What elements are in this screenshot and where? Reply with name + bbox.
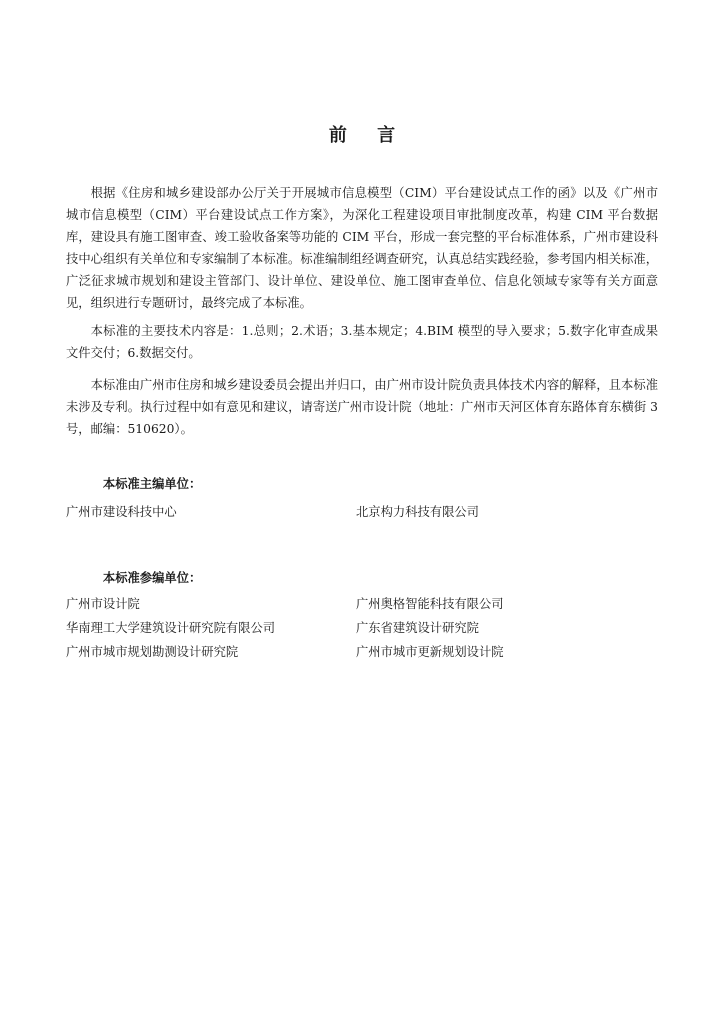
preface-paragraph-1: 根据《住房和城乡建设部办公厅关于开展城市信息模型（CIM）平台建设试点工作的函》以及《广州市城市信息模型（CIM）平台建设试点工作方案》，为深化工程建设项目审批制度改革，构建 CIM 平台数据库，建设具有施工图审查、竣工验收备案等功能的 CIM 平台，形成一套完整的平台标准体系，广州市建设科技中心组织有关单位和专家编制了本标准。标准编制组经调查研究，认真总结实践经验，参考国内相关标准，广泛征求城市规划和建设主管部门、设计单位、建设单位、施工图审查单位、信息化领域专家等有关方面意见，组织进行专题研讨，最终完成了本标准。 [66,186,658,310]
participating-units-heading: 本标准参编单位： [102,570,202,585]
preface-paragraph-2: 本标准的主要技术内容是：1.总则；2.术语；3.基本规定；4.BIM 模型的导入要求；5.数字化审查成果文件交付；6.数据交付。 [66,324,658,360]
participating-units-row [66,642,666,662]
main-units-row [66,502,666,522]
main-unit-name: 北京构力科技有限公司 [356,505,479,519]
participating-unit-name: 华南理工大学建筑设计研究院有限公司 [66,621,276,635]
main-unit-name: 广州市建设科技中心 [66,505,177,519]
participating-unit-name: 广州市城市更新规划设计院 [356,645,504,659]
participating-unit-name: 广东省建筑设计研究院 [356,621,479,635]
participating-unit-name: 广州市设计院 [66,597,140,611]
main-units-heading: 本标准主编单位： [102,476,202,491]
participating-units-row [66,618,666,638]
preface-paragraph-3: 本标准由广州市住房和城乡建设委员会提出并归口，由广州市设计院负责具体技术内容的解释，且本标准未涉及专利。执行过程中如有意见和建议，请寄送广州市设计院（地址：广州市天河区体育东路体育东横街 3 号，邮编：510620）。 [66,378,658,436]
page-title: 前 言 [328,125,408,146]
participating-unit-name: 广州奥格智能科技有限公司 [356,597,504,611]
participating-unit-name: 广州市城市规划勘测设计研究院 [66,645,239,659]
participating-units-row [66,594,666,614]
